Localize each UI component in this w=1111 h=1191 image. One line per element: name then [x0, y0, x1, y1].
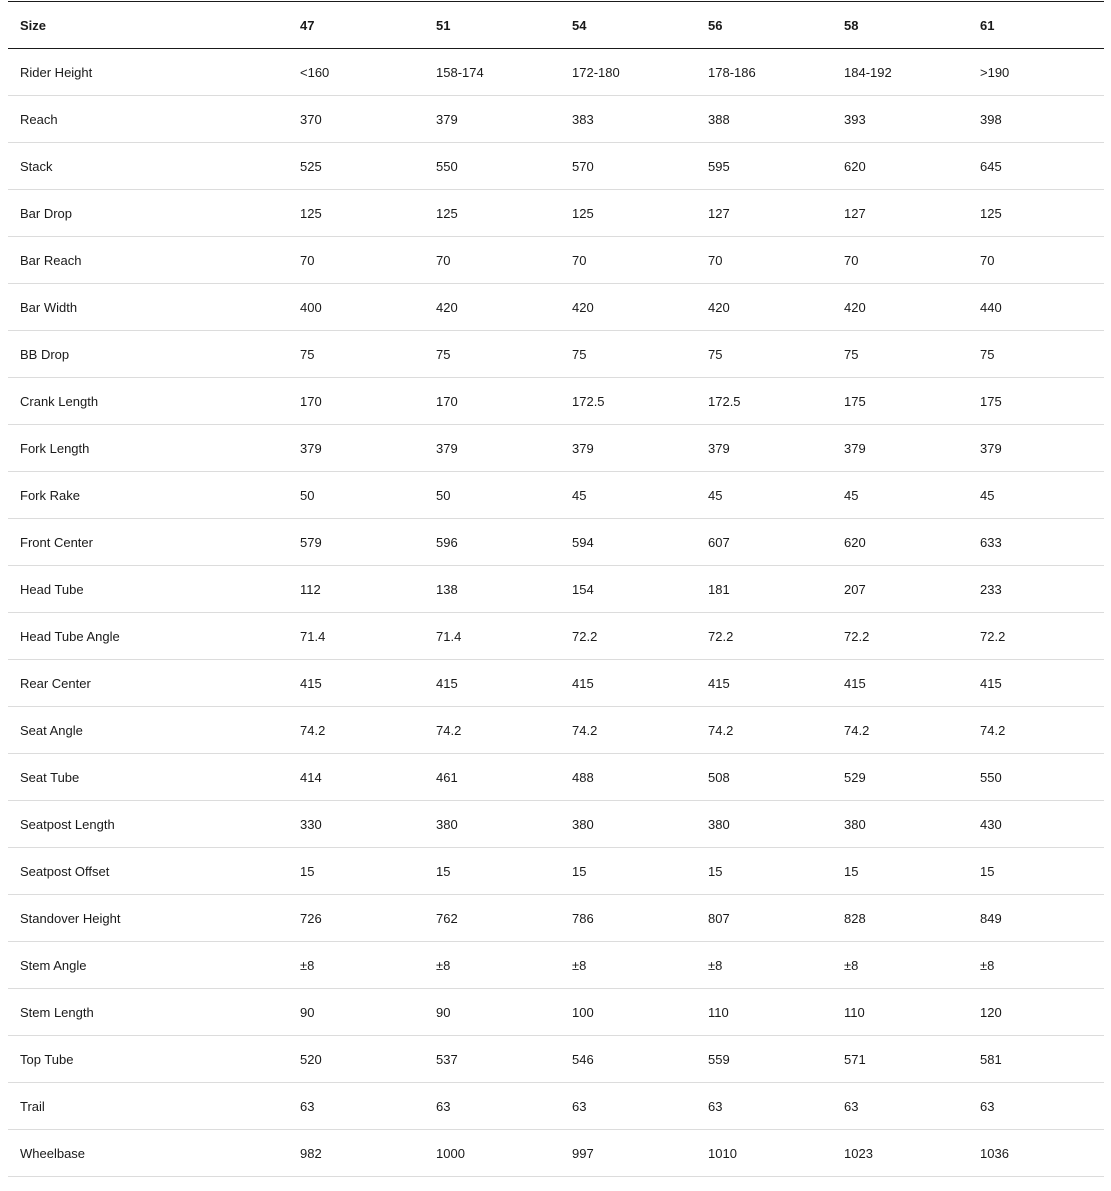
row-label: Bar Width — [8, 284, 288, 331]
row-label: Head Tube — [8, 566, 288, 613]
table-cell: 420 — [696, 284, 832, 331]
table-cell: ±8 — [288, 942, 424, 989]
table-cell: 415 — [288, 660, 424, 707]
table-row — [8, 472, 1104, 519]
table-row — [8, 143, 1104, 190]
table-cell: 420 — [832, 284, 968, 331]
table-cell: 45 — [832, 472, 968, 519]
table-cell: 633 — [968, 519, 1104, 566]
header-cell-size: 47 — [288, 2, 424, 49]
row-label: Stack — [8, 143, 288, 190]
row-label: Trail — [8, 1083, 288, 1130]
table-cell: 175 — [968, 378, 1104, 425]
table-cell: <160 — [288, 49, 424, 96]
table-cell: 849 — [968, 895, 1104, 942]
table-row — [8, 942, 1104, 989]
table-cell: 594 — [560, 519, 696, 566]
table-cell: 786 — [560, 895, 696, 942]
table-cell: 415 — [424, 660, 560, 707]
table-row — [8, 566, 1104, 613]
table-cell: 380 — [696, 801, 832, 848]
table-cell: 72.2 — [968, 613, 1104, 660]
table-cell: 72.2 — [832, 613, 968, 660]
table-row — [8, 519, 1104, 566]
table-cell: 762 — [424, 895, 560, 942]
table-cell: 74.2 — [560, 707, 696, 754]
table-cell: 537 — [424, 1036, 560, 1083]
table-cell: 380 — [832, 801, 968, 848]
header-cell-size: 54 — [560, 2, 696, 49]
table-cell: 398 — [968, 96, 1104, 143]
geometry-table — [8, 1, 1104, 1177]
table-cell: 75 — [288, 331, 424, 378]
table-cell: 75 — [560, 331, 696, 378]
table-cell: 379 — [832, 425, 968, 472]
geometry-table-container — [8, 1, 1104, 1177]
table-row — [8, 989, 1104, 1036]
table-cell: 71.4 — [424, 613, 560, 660]
table-cell: 607 — [696, 519, 832, 566]
table-cell: 138 — [424, 566, 560, 613]
table-row — [8, 96, 1104, 143]
table-cell: 45 — [968, 472, 1104, 519]
table-cell: 45 — [696, 472, 832, 519]
row-label: Front Center — [8, 519, 288, 566]
table-cell: 379 — [424, 96, 560, 143]
table-row — [8, 378, 1104, 425]
table-cell: 550 — [424, 143, 560, 190]
table-cell: 74.2 — [424, 707, 560, 754]
header-row — [8, 2, 1104, 49]
table-cell: 127 — [696, 190, 832, 237]
table-cell: 63 — [696, 1083, 832, 1130]
header-cell-size: 51 — [424, 2, 560, 49]
row-label: Fork Rake — [8, 472, 288, 519]
table-cell: 181 — [696, 566, 832, 613]
table-cell: 379 — [288, 425, 424, 472]
table-cell: 178-186 — [696, 49, 832, 96]
row-label: Rider Height — [8, 49, 288, 96]
row-label: Rear Center — [8, 660, 288, 707]
table-cell: 525 — [288, 143, 424, 190]
table-cell: 50 — [424, 472, 560, 519]
table-cell: 110 — [832, 989, 968, 1036]
table-cell: 570 — [560, 143, 696, 190]
row-label: Seat Tube — [8, 754, 288, 801]
table-cell: 393 — [832, 96, 968, 143]
table-cell: 74.2 — [288, 707, 424, 754]
table-cell: 420 — [560, 284, 696, 331]
header-cell-size: 56 — [696, 2, 832, 49]
header-cell-size-label: Size — [8, 2, 288, 49]
table-cell: 379 — [696, 425, 832, 472]
table-cell: 172.5 — [696, 378, 832, 425]
table-cell: 158-174 — [424, 49, 560, 96]
table-row — [8, 331, 1104, 378]
table-cell: 170 — [288, 378, 424, 425]
row-label: Standover Height — [8, 895, 288, 942]
table-cell: 15 — [560, 848, 696, 895]
table-cell: 595 — [696, 143, 832, 190]
table-cell: 645 — [968, 143, 1104, 190]
row-label: Crank Length — [8, 378, 288, 425]
table-row — [8, 190, 1104, 237]
table-row — [8, 754, 1104, 801]
table-cell: ±8 — [696, 942, 832, 989]
table-cell: 127 — [832, 190, 968, 237]
row-label: Top Tube — [8, 1036, 288, 1083]
header-cell-size: 61 — [968, 2, 1104, 49]
row-label: Fork Length — [8, 425, 288, 472]
table-cell: 70 — [424, 237, 560, 284]
table-cell: 430 — [968, 801, 1104, 848]
table-cell: 75 — [968, 331, 1104, 378]
table-cell: 63 — [832, 1083, 968, 1130]
table-cell: 1023 — [832, 1130, 968, 1177]
geometry-table-header — [8, 2, 1104, 49]
table-cell: 596 — [424, 519, 560, 566]
table-cell: 520 — [288, 1036, 424, 1083]
table-cell: 90 — [424, 989, 560, 1036]
table-cell: 420 — [424, 284, 560, 331]
table-cell: 175 — [832, 378, 968, 425]
row-label: Reach — [8, 96, 288, 143]
table-cell: 546 — [560, 1036, 696, 1083]
row-label: Seatpost Offset — [8, 848, 288, 895]
table-row — [8, 660, 1104, 707]
table-cell: ±8 — [560, 942, 696, 989]
table-cell: >190 — [968, 49, 1104, 96]
table-cell: 172-180 — [560, 49, 696, 96]
table-row — [8, 237, 1104, 284]
table-cell: 125 — [288, 190, 424, 237]
table-cell: 383 — [560, 96, 696, 143]
table-cell: 400 — [288, 284, 424, 331]
table-cell: 154 — [560, 566, 696, 613]
table-cell: 380 — [424, 801, 560, 848]
table-cell: 982 — [288, 1130, 424, 1177]
table-row — [8, 425, 1104, 472]
row-label: Bar Drop — [8, 190, 288, 237]
row-label: BB Drop — [8, 331, 288, 378]
table-cell: 74.2 — [696, 707, 832, 754]
table-cell: 15 — [832, 848, 968, 895]
row-label: Bar Reach — [8, 237, 288, 284]
table-row — [8, 801, 1104, 848]
table-cell: 50 — [288, 472, 424, 519]
table-cell: 379 — [424, 425, 560, 472]
table-cell: 207 — [832, 566, 968, 613]
table-cell: 90 — [288, 989, 424, 1036]
table-cell: 726 — [288, 895, 424, 942]
table-cell: 370 — [288, 96, 424, 143]
table-cell: 63 — [968, 1083, 1104, 1130]
table-cell: 70 — [696, 237, 832, 284]
table-cell: 72.2 — [696, 613, 832, 660]
table-cell: 100 — [560, 989, 696, 1036]
table-cell: 70 — [832, 237, 968, 284]
table-row — [8, 848, 1104, 895]
table-cell: 45 — [560, 472, 696, 519]
table-cell: 125 — [560, 190, 696, 237]
row-label: Head Tube Angle — [8, 613, 288, 660]
table-cell: 15 — [968, 848, 1104, 895]
table-cell: 415 — [560, 660, 696, 707]
table-cell: 620 — [832, 519, 968, 566]
table-cell: 112 — [288, 566, 424, 613]
table-cell: 172.5 — [560, 378, 696, 425]
table-row — [8, 613, 1104, 660]
row-label: Stem Length — [8, 989, 288, 1036]
table-cell: 74.2 — [832, 707, 968, 754]
table-cell: 828 — [832, 895, 968, 942]
table-cell: 75 — [696, 331, 832, 378]
table-cell: 110 — [696, 989, 832, 1036]
table-cell: 15 — [696, 848, 832, 895]
table-cell: 71.4 — [288, 613, 424, 660]
table-cell: 579 — [288, 519, 424, 566]
table-cell: 388 — [696, 96, 832, 143]
table-cell: 529 — [832, 754, 968, 801]
table-cell: 72.2 — [560, 613, 696, 660]
table-cell: 15 — [424, 848, 560, 895]
table-cell: 559 — [696, 1036, 832, 1083]
table-cell: 63 — [288, 1083, 424, 1130]
row-label: Stem Angle — [8, 942, 288, 989]
table-cell: 807 — [696, 895, 832, 942]
table-row — [8, 707, 1104, 754]
table-cell: 571 — [832, 1036, 968, 1083]
row-label: Seat Angle — [8, 707, 288, 754]
table-row — [8, 284, 1104, 331]
table-cell: 1010 — [696, 1130, 832, 1177]
table-cell: ±8 — [424, 942, 560, 989]
table-cell: 581 — [968, 1036, 1104, 1083]
table-cell: 125 — [968, 190, 1104, 237]
table-cell: 1036 — [968, 1130, 1104, 1177]
table-cell: ±8 — [832, 942, 968, 989]
table-cell: 997 — [560, 1130, 696, 1177]
table-cell: 75 — [832, 331, 968, 378]
table-cell: 63 — [560, 1083, 696, 1130]
table-cell: ±8 — [968, 942, 1104, 989]
table-cell: 415 — [696, 660, 832, 707]
table-cell: 70 — [968, 237, 1104, 284]
row-label: Seatpost Length — [8, 801, 288, 848]
table-cell: 488 — [560, 754, 696, 801]
table-cell: 125 — [424, 190, 560, 237]
table-cell: 508 — [696, 754, 832, 801]
table-row — [8, 895, 1104, 942]
table-cell: 461 — [424, 754, 560, 801]
table-cell: 379 — [968, 425, 1104, 472]
table-cell: 440 — [968, 284, 1104, 331]
table-cell: 330 — [288, 801, 424, 848]
table-row — [8, 1130, 1104, 1177]
table-cell: 414 — [288, 754, 424, 801]
table-cell: 75 — [424, 331, 560, 378]
table-cell: 120 — [968, 989, 1104, 1036]
table-row — [8, 1036, 1104, 1083]
table-cell: 380 — [560, 801, 696, 848]
table-cell: 550 — [968, 754, 1104, 801]
table-cell: 1000 — [424, 1130, 560, 1177]
header-cell-size: 58 — [832, 2, 968, 49]
table-cell: 379 — [560, 425, 696, 472]
table-cell: 184-192 — [832, 49, 968, 96]
table-cell: 233 — [968, 566, 1104, 613]
table-cell: 15 — [288, 848, 424, 895]
table-cell: 620 — [832, 143, 968, 190]
row-label: Wheelbase — [8, 1130, 288, 1177]
table-row — [8, 1083, 1104, 1130]
table-cell: 70 — [560, 237, 696, 284]
table-cell: 170 — [424, 378, 560, 425]
table-cell: 70 — [288, 237, 424, 284]
table-cell: 415 — [968, 660, 1104, 707]
table-row — [8, 49, 1104, 96]
table-cell: 74.2 — [968, 707, 1104, 754]
table-cell: 415 — [832, 660, 968, 707]
table-cell: 63 — [424, 1083, 560, 1130]
geometry-table-body — [8, 49, 1104, 1177]
